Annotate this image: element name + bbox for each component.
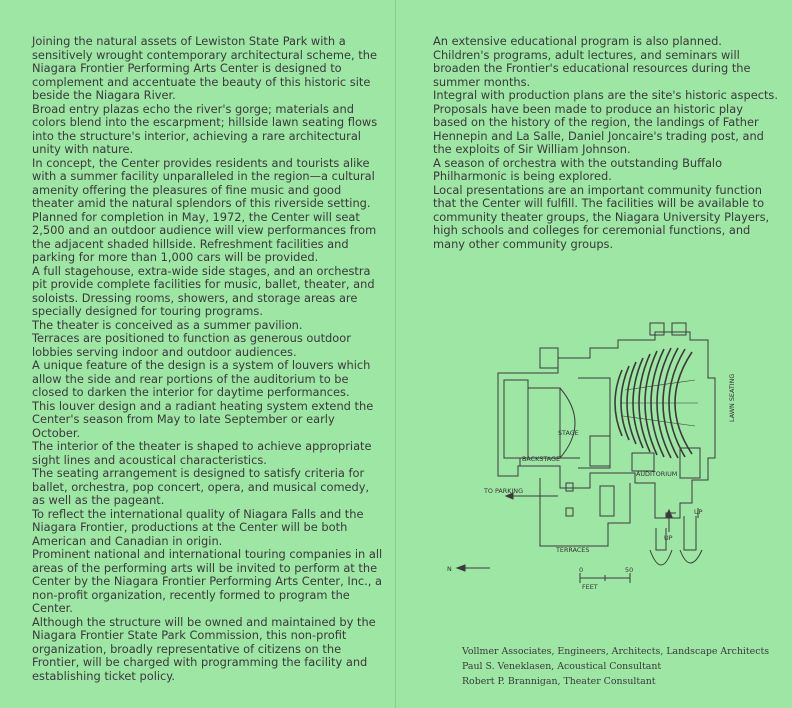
auditorium-label: AUDITORIUM — [636, 470, 678, 478]
paragraph: In concept, the Center provides residents and tourists alike with a summer facility unparalleled in the region—a cultural amenity offering the pleasures of fine music and good theater amid the natural splendors of this riverside setting. — [32, 155, 375, 210]
credit-line: Paul S. Veneklasen, Acoustical Consultant — [462, 661, 662, 672]
left-text-column — [32, 35, 384, 683]
paragraph: Proposals have been made to produce an historic play based on the history of the region, the landings of Father Hennepin and La Salle, Daniel Joncaire's trading post, and the exploits of Sir William Johnson. — [433, 101, 764, 156]
up-label: UP — [694, 508, 703, 516]
paragraph: Planned for completion in May, 1972, the Center will seat 2,500 and an outdoor audience will view performances from the adjacent shaded hillside. Refreshment facilities and parking for more than 1,000 cars will be provided. — [32, 209, 377, 264]
paragraph: Children's programs, adult lectures, and seminars will broaden the Frontier's educational resources during the summer months. — [433, 47, 751, 89]
floor-plan-diagram — [440, 318, 740, 593]
page-fold — [395, 0, 396, 708]
paragraph: The interior of the theater is shaped to achieve appropriate sight lines and acoustical characteristics. — [32, 439, 372, 467]
paragraph: Although the structure will be owned and maintained by the Niagara Frontier State Park Commission, this non-profit organization, broadly representative of citizens on the Frontier, will be charged with programming the facility and establishing ticket policy. — [32, 614, 376, 683]
to-parking-label: TO PARKING — [484, 487, 524, 495]
north-label: N — [447, 565, 452, 573]
terraces-label: TERRACES — [556, 546, 590, 554]
scale-feet-label: FEET — [582, 583, 598, 591]
paragraph: This louver design and a radiant heating system extend the Center's season from May to late September or early October. — [32, 398, 374, 440]
right-text-column — [433, 35, 778, 251]
paragraph: Broad entry plazas echo the river's gorge; materials and colors blend into the escarpment; hillside lawn seating flows into the structure's interior, achieving a rare architectural unity with nature. — [32, 101, 378, 156]
scale-zero-label: 0 — [579, 566, 584, 574]
paragraph: The seating arrangement is designed to satisfy criteria for ballet, orchestra, pop concert, opera, and musical comedy, as well as the pageant. — [32, 466, 370, 507]
paragraph: Prominent national and international touring companies in all areas of the performing arts will be invited to perform at the Center by the Niagara Frontier Performing Arts Center, Inc., a non-profit organization, recently formed to program the Center. — [32, 547, 383, 615]
paragraph: Terraces are positioned to function as generous outdoor lobbies serving indoor and outdoor audiences. — [32, 331, 351, 359]
paragraph: Joining the natural assets of Lewiston State Park with a sensitively wrought contemporary architectural scheme, the Niagara Frontier Performing Arts Center is designed to complement and accentuate the beauty of this historic site beside the Niagara River. — [32, 34, 377, 102]
credit-line: Vollmer Associates, Engineers, Architects, Landscape Architects — [462, 646, 770, 657]
backstage-label: BACKSTAGE — [522, 455, 561, 463]
paragraph: Integral with production plans are the site's historic aspects. — [433, 88, 778, 102]
credits — [462, 644, 769, 689]
paragraph: The theater is conceived as a summer pavilion. — [32, 317, 303, 332]
paragraph: To reflect the international quality of Niagara Falls and the Niagara Frontier, productions at the Center will be both American and Canadian in origin. — [32, 506, 364, 548]
paragraph: A season of orchestra with the outstanding Buffalo Philharmonic is being explored. — [433, 155, 723, 183]
credit-line: Robert P. Brannigan, Theater Consultant — [462, 676, 656, 687]
paragraph: A full stagehouse, extra-wide side stages, and an orchestra pit provide complete facilities for music, ballet, theater, and soloists. Dressing rooms, showers, and storage areas are specially designed for touring programs. — [32, 263, 375, 318]
paragraph: Local presentations are an important community function that the Center will fulfill. The facilities will be available to community theater groups, the Niagara University Players, high schools and colleges for ceremonial functions, and many other community groups. — [433, 182, 770, 251]
lawn-seating-label: LAWN SEATING — [728, 373, 736, 422]
scale-fifty-label: 50 — [625, 566, 634, 574]
up-label: UP — [664, 534, 673, 542]
paragraph: A unique feature of the design is a system of louvers which allow the side and rear portions of the auditorium to be closed to darken the interior for daytime performances. — [32, 358, 371, 399]
stage-label: STAGE — [558, 429, 579, 437]
paragraph: An extensive educational program is also planned. — [433, 34, 722, 48]
